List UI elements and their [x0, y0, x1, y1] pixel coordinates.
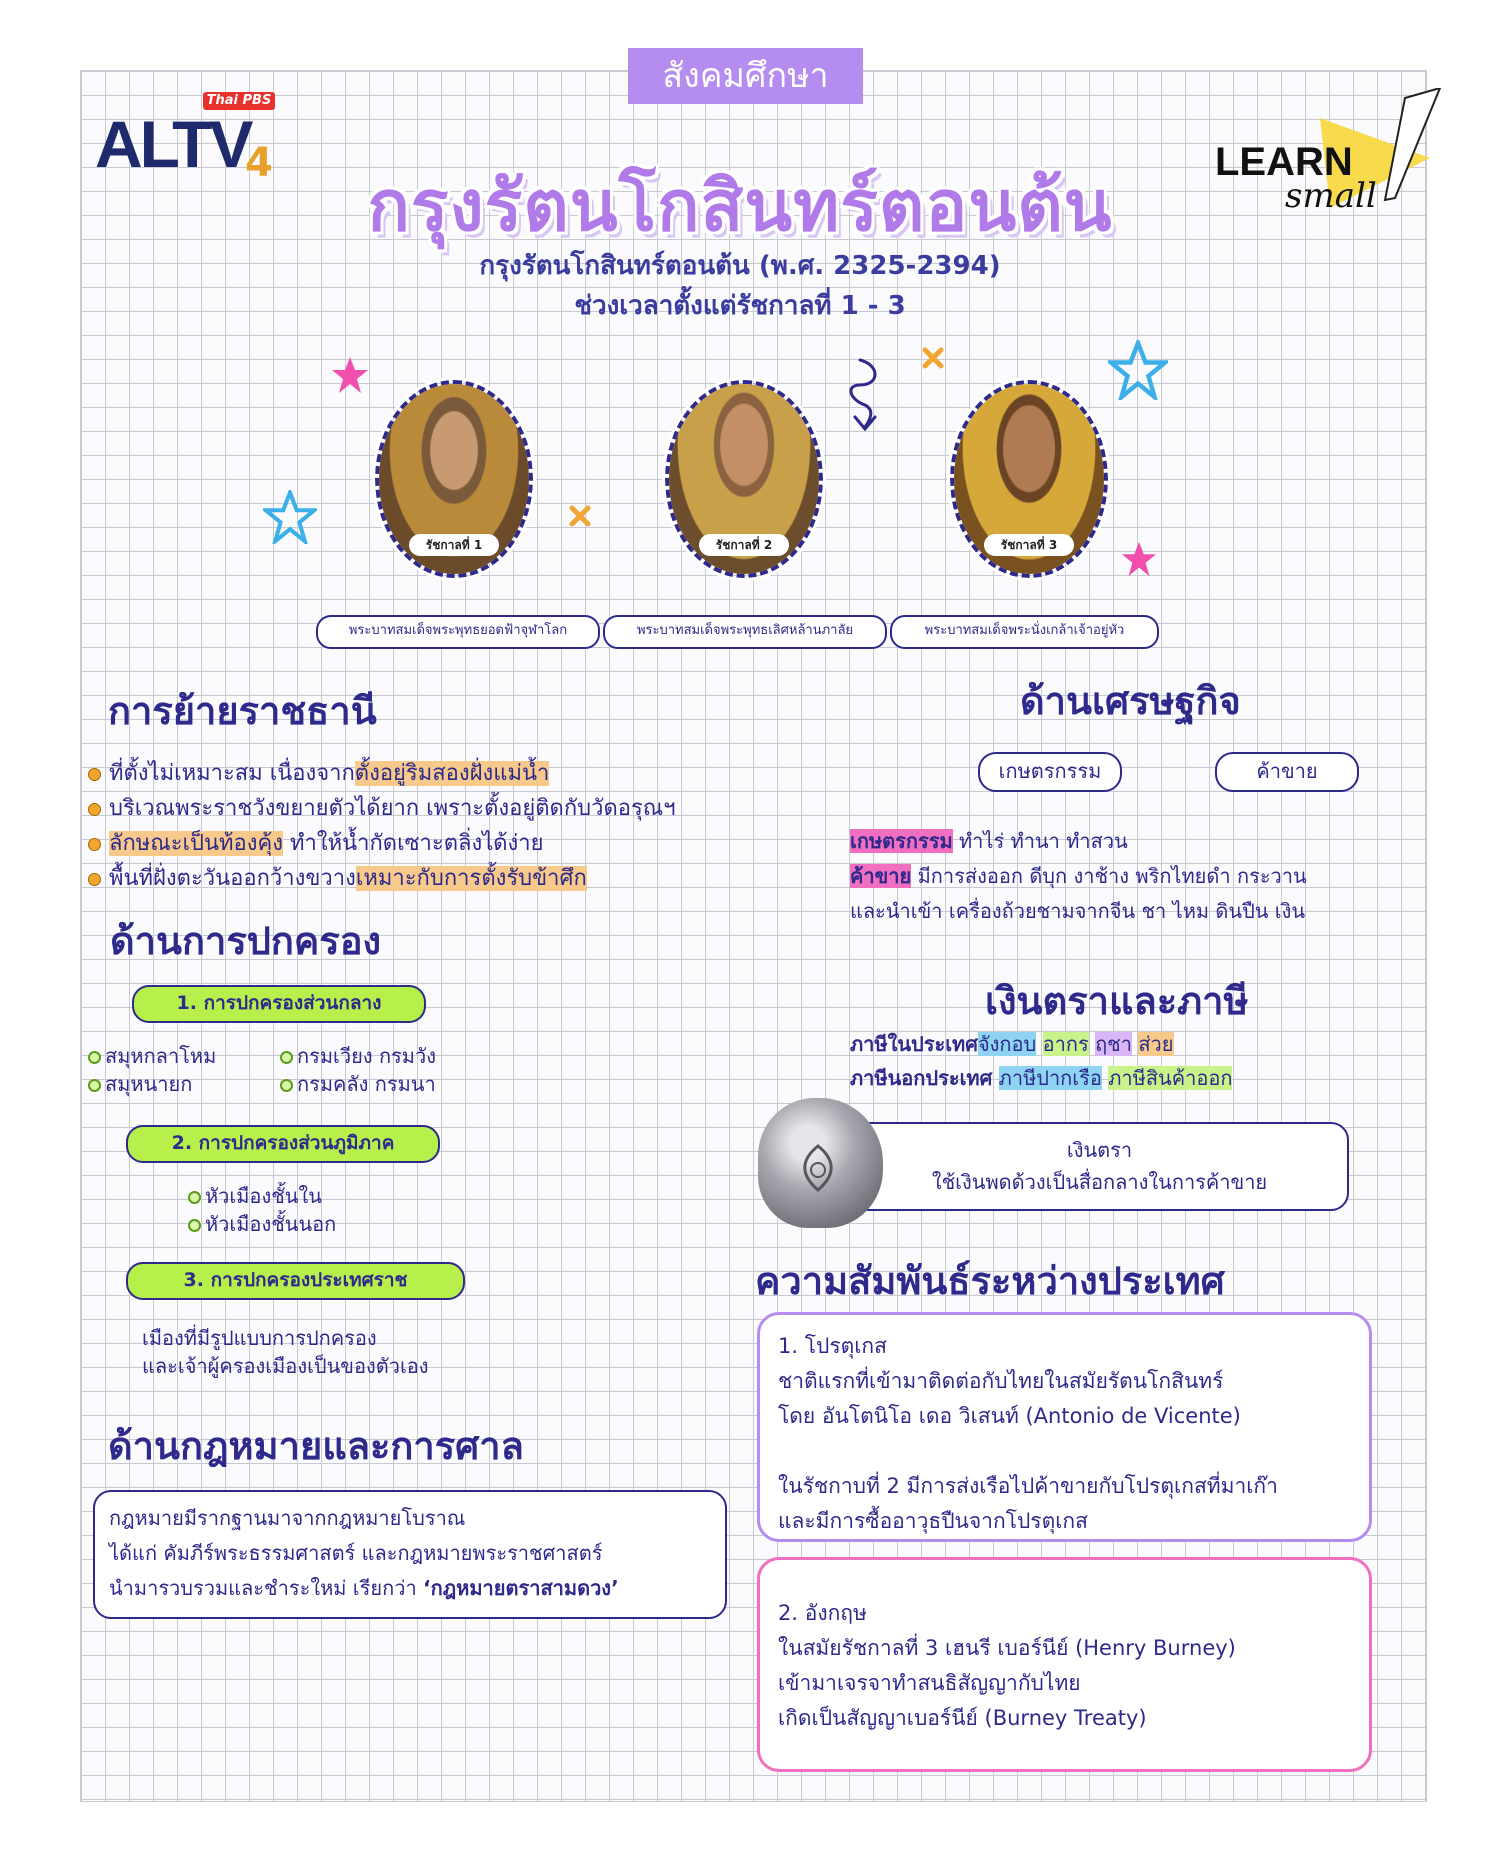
bullet-icon — [88, 838, 101, 851]
england-line: ในสมัยรัชกาลที่ 3 เฮนรี เบอร์นีย์ (Henry Burney) — [778, 1636, 1236, 1660]
capital-heading: การย้ายราชธานี — [108, 689, 377, 733]
law-heading: ด้านกฎหมายและการศาล — [108, 1424, 524, 1468]
pink-star-icon — [1120, 540, 1158, 578]
curly-arrow-icon — [840, 355, 890, 435]
coin-stamp-icon — [788, 1138, 848, 1198]
tax-heading: เงินตราและภาษี — [985, 979, 1249, 1023]
thai-pbs-badge: Thai PBS — [203, 92, 275, 110]
reign-label-3: รัชกาลที่ 3 — [984, 534, 1074, 556]
law-box — [93, 1490, 727, 1619]
trade-line-2: และนำเข้า เครื่องถ้วยชามจากจีน ชา ไหม ดินปืน เงิน — [850, 899, 1306, 923]
central-right-1: กรมเวียง กรมวัง — [280, 1040, 436, 1072]
england-line: 2. อังกฤษ — [778, 1601, 867, 1625]
regional-item: หัวเมืองชั้นใน — [188, 1180, 322, 1212]
law-line-3: นำมารวบรวมและชำระใหม่ เรียกว่า ‘กฎหมายตราสามดวง’ — [109, 1576, 619, 1600]
central-left-2: สมุหนายก — [88, 1068, 192, 1100]
bullet-icon — [88, 1051, 101, 1064]
learn-small-logo — [1215, 88, 1450, 228]
bullet-icon — [188, 1219, 201, 1232]
bullet-icon — [280, 1051, 293, 1064]
portugal-box — [757, 1312, 1372, 1542]
blue-star-icon — [1108, 340, 1168, 400]
altv-logo — [95, 88, 285, 198]
england-box — [757, 1557, 1372, 1772]
portugal-line: 1. โปรตุเกส — [778, 1334, 887, 1358]
england-line: เกิดเป็นสัญญาเบอร์นีย์ (Burney Treaty) — [778, 1706, 1147, 1730]
capital-item: บริเวณพระราชวังขยายตัวได้ยาก เพราะตั้งอยู่ติดกับวัดอรุณฯ — [88, 790, 676, 825]
trade-line: ค้าขาย มีการส่งออก ดีบุก งาช้าง พริกไทยดำ กระวาน — [850, 864, 1307, 888]
portugal-line: โดย อันโตนิโอ เดอ วิเสนท์ (Antonio de Vicente) — [778, 1404, 1241, 1428]
regional-gov-pill: 2. การปกครองส่วนภูมิภาค — [126, 1125, 440, 1163]
bullet-icon — [280, 1079, 293, 1092]
central-left-1: สมุหกลาโหม — [88, 1040, 216, 1072]
small-wordmark: small — [1285, 176, 1377, 216]
tributary-line-1: เมืองที่มีรูปแบบการปกครอง — [142, 1326, 377, 1350]
bullet-icon — [88, 768, 101, 781]
tributary-line-2: และเจ้าผู้ครองเมืองเป็นของตัวเอง — [142, 1354, 429, 1378]
pink-star-icon — [330, 355, 370, 395]
tributary-gov-pill: 3. การปกครองประเทศราช — [126, 1262, 465, 1300]
portugal-line: ชาติแรกที่เข้ามาติดต่อกับไทยในสมัยรัตนโกสินทร์ — [778, 1369, 1224, 1393]
subject-tag: สังคมศึกษา — [628, 48, 863, 104]
king-1-name: พระบาทสมเด็จพระพุทธยอดฟ้าจุฬาโลก — [316, 615, 600, 649]
pod-duang-coin-image — [758, 1098, 883, 1228]
altv-number: 4 — [245, 140, 273, 186]
king-2-name: พระบาทสมเด็จพระพุทธเลิศหล้านภาลัย — [603, 615, 887, 649]
capital-item: พื้นที่ฝั่งตะวันออกว้างขวางเหมาะกับการตั้งรับข้าศึก — [88, 860, 587, 895]
sparkle-icon — [567, 503, 593, 529]
reign-label-2: รัชกาลที่ 2 — [699, 534, 789, 556]
capital-item: ลักษณะเป็นท้องคุ้ง ทำให้น้ำกัดเซาะตลิ่งได้ง่าย — [88, 825, 544, 860]
page-title: กรุงรัตนโกสินทร์ตอนต้น — [367, 165, 1113, 247]
spacer — [778, 1434, 1351, 1469]
agriculture-pill: เกษตรกรรม — [978, 752, 1122, 792]
currency-title: เงินตรา — [1066, 1138, 1133, 1162]
subtitle-reigns: ช่วงเวลาตั้งแต่รัชกาลที่ 1 - 3 — [574, 291, 906, 321]
central-right-2: กรมคลัง กรมนา — [280, 1068, 436, 1100]
subtitle-period: กรุงรัตนโกสินทร์ตอนต้น (พ.ศ. 2325-2394) — [479, 251, 1001, 281]
agriculture-line: เกษตรกรรม ทำไร่ ทำนา ทำสวน — [850, 829, 1128, 853]
capital-item: ที่ตั้งไม่เหมาะสม เนื่องจากตั้งอยู่ริมสองฝั่งแม่น้ำ — [88, 755, 549, 790]
king-1-portrait — [375, 380, 533, 578]
england-line: เข้ามาเจรจาทำสนธิสัญญากับไทย — [778, 1671, 1081, 1695]
bullet-icon — [188, 1191, 201, 1204]
currency-text: ใช้เงินพดด้วงเป็นสื่อกลางในการค้าขาย — [931, 1170, 1268, 1194]
portugal-line: และมีการซื้ออาวุธปืนจากโปรตุเกส — [778, 1509, 1088, 1533]
regional-item: หัวเมืองชั้นนอก — [188, 1208, 336, 1240]
central-gov-pill: 1. การปกครองส่วนกลาง — [132, 985, 426, 1023]
king-2-portrait — [665, 380, 823, 578]
relations-heading: ความสัมพันธ์ระหว่างประเทศ — [755, 1259, 1225, 1303]
blue-star-icon — [263, 490, 317, 544]
reign-label-1: รัชกาลที่ 1 — [409, 534, 499, 556]
currency-box — [850, 1122, 1349, 1211]
altv-wordmark: ALTV — [95, 107, 251, 181]
bullet-icon — [88, 873, 101, 886]
bullet-icon — [88, 803, 101, 816]
trade-pill: ค้าขาย — [1215, 752, 1359, 792]
governance-heading: ด้านการปกครอง — [110, 919, 382, 963]
portugal-line: ในรัชกาบที่ 2 มีการส่งเรือไปค้าขายกับโปรตุเกสที่มาเก๊า — [778, 1474, 1278, 1498]
economy-heading: ด้านเศรษฐกิจ — [1020, 679, 1241, 723]
sparkle-icon — [920, 345, 946, 371]
law-line-1: กฎหมายมีรากฐานมาจากกฎหมายโบราณ — [109, 1506, 466, 1530]
bullet-icon — [88, 1079, 101, 1092]
king-3-name: พระบาทสมเด็จพระนั่งเกล้าเจ้าอยู่หัว — [890, 615, 1159, 649]
law-line-2: ได้แก่ คัมภีร์พระธรรมศาสตร์ และกฎหมายพระราชศาสตร์ — [109, 1541, 603, 1565]
foreign-tax-line: ภาษีนอกประเทศ ภาษีปากเรือ ภาษีสินค้าออก — [850, 1066, 1233, 1090]
domestic-tax-line: ภาษีในประเทศจังกอบ อากร ฤชา ส่วย — [850, 1032, 1174, 1056]
learn-wordmark: LEARN — [1215, 140, 1353, 184]
king-3-portrait — [950, 380, 1108, 578]
